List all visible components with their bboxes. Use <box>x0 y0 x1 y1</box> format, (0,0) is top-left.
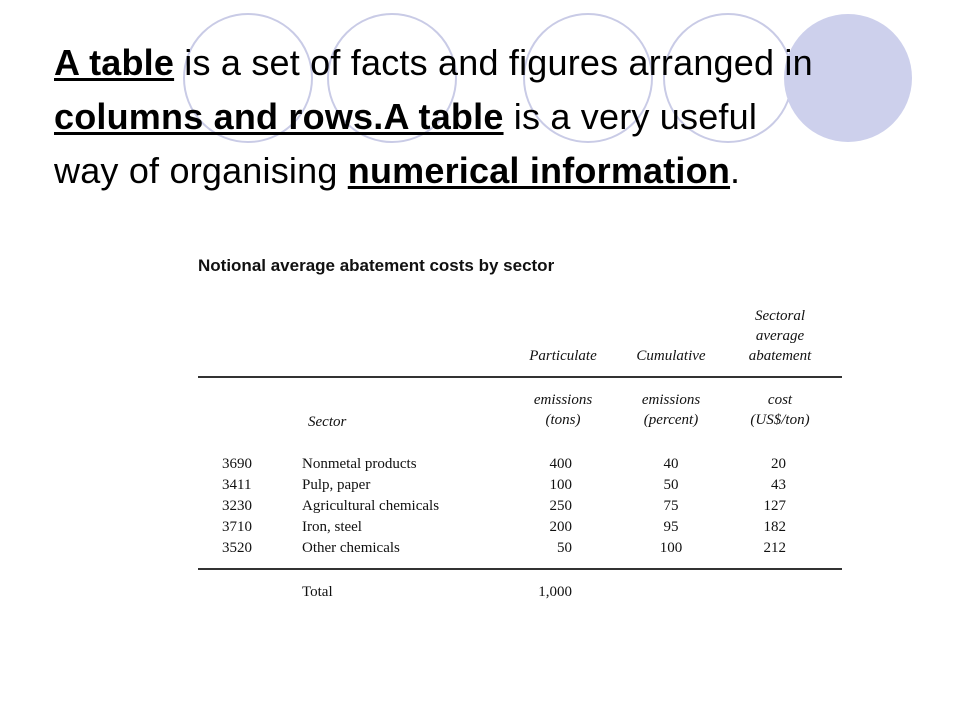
cell-code: 3520 <box>222 540 252 556</box>
heading-line-3: way of organising numerical information. <box>54 150 741 191</box>
header-cumulative: Cumulative <box>636 348 706 364</box>
header-rule <box>198 376 842 378</box>
cell-cumulative: 40 <box>663 456 679 472</box>
header-sector: Sector <box>308 414 347 430</box>
cell-cumulative: 50 <box>663 477 679 493</box>
abatement-table <box>198 300 844 620</box>
total-rule <box>198 568 842 570</box>
cell-cumulative: 95 <box>663 519 679 535</box>
heading-bold-term: A table <box>54 42 175 83</box>
cell-sector: Agricultural chemicals <box>302 498 440 514</box>
header-particulate: Particulate <box>529 348 597 364</box>
cell-cost: 127 <box>763 498 786 514</box>
cell-emissions: 100 <box>549 477 572 493</box>
cell-emissions: 50 <box>557 540 572 556</box>
cell-emissions: 400 <box>549 456 572 472</box>
cell-sector: Pulp, paper <box>302 477 371 493</box>
cell-code: 3710 <box>222 519 252 535</box>
cell-emissions: 200 <box>549 519 572 535</box>
header-emissions-percent-2: (percent) <box>643 412 699 428</box>
cell-sector: Nonmetal products <box>302 456 417 472</box>
header-sectoral: Sectoral <box>755 308 805 324</box>
header-cost-2: (US$/ton) <box>750 412 810 428</box>
table-title: Notional average abatement costs by sector <box>198 256 555 275</box>
cell-sector: Iron, steel <box>302 519 362 535</box>
cell-cumulative: 75 <box>663 498 679 514</box>
total-emissions: 1,000 <box>538 584 572 600</box>
cell-cost: 182 <box>763 519 786 535</box>
total-label: Total <box>302 584 333 600</box>
header-cost-1: cost <box>767 392 793 408</box>
heading-bold-term: numerical information <box>347 150 731 191</box>
cell-code: 3690 <box>222 456 252 472</box>
slide-heading <box>54 36 934 198</box>
cell-code: 3411 <box>222 477 252 493</box>
header-emissions-tons-2: (tons) <box>545 412 581 428</box>
header-abatement: abatement <box>748 348 812 364</box>
cell-sector: Other chemicals <box>302 540 400 556</box>
cell-emissions: 250 <box>549 498 572 514</box>
heading-line-1: A table is a set of facts and figures arranged in <box>54 42 813 83</box>
heading-bold-term: columns and rows.A table <box>54 96 504 137</box>
cell-code: 3230 <box>222 498 252 514</box>
cell-cost: 20 <box>771 456 786 472</box>
header-emissions-tons-1: emissions <box>533 392 593 408</box>
heading-line-2: columns and rows.A table is a very useful <box>54 96 758 137</box>
header-emissions-percent-1: emissions <box>641 392 701 408</box>
cell-cost: 43 <box>771 477 786 493</box>
header-average: average <box>755 328 805 344</box>
cell-cumulative: 100 <box>659 540 683 556</box>
cell-cost: 212 <box>763 540 786 556</box>
